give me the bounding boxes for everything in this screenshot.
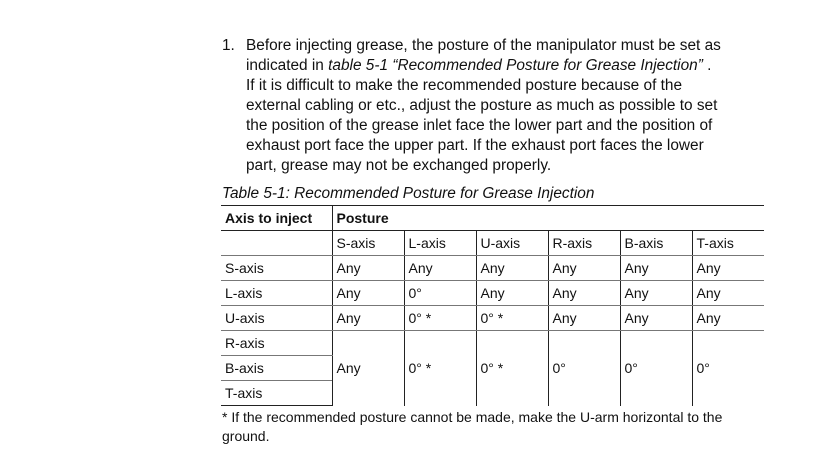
row-axis-label: S-axis	[221, 256, 332, 281]
table-row	[221, 256, 764, 281]
column-header: L-axis	[404, 231, 476, 256]
table-row	[221, 281, 764, 306]
table-row	[221, 331, 764, 356]
step-line-2	[246, 56, 782, 76]
column-header: T-axis	[692, 231, 764, 256]
table-cell: Any	[548, 306, 620, 331]
table-cell-merged: Any	[332, 331, 404, 406]
table-cell: Any	[332, 281, 404, 306]
table-cell: Any	[332, 256, 404, 281]
row-axis-label: L-axis	[221, 281, 332, 306]
table-cell: Any	[548, 256, 620, 281]
table-cell-merged: 0°	[548, 331, 620, 406]
table-cell-merged: 0° *	[476, 331, 548, 406]
table-cell-merged: 0°	[620, 331, 692, 406]
row-axis-label: U-axis	[221, 306, 332, 331]
column-header: S-axis	[332, 231, 404, 256]
table-caption: Table 5-1: Recommended Posture for Grease Injection	[222, 185, 595, 202]
step-line-5: the position of the grease inlet face the lower part and the position of	[246, 117, 713, 134]
table-cell: Any	[620, 256, 692, 281]
row-axis-label: B-axis	[221, 356, 332, 381]
row-axis-label: R-axis	[221, 331, 332, 356]
step-line-4: external cabling or etc., adjust the posture as much as possible to set	[246, 97, 718, 114]
column-header: R-axis	[548, 231, 620, 256]
subheader-blank	[221, 231, 332, 256]
posture-table	[221, 205, 764, 406]
table-cell: Any	[692, 306, 764, 331]
column-header: U-axis	[476, 231, 548, 256]
table-header-row	[221, 206, 764, 231]
table-cell: Any	[692, 281, 764, 306]
table-reference-title: “Recommended Posture for Grease Injection”	[388, 57, 703, 74]
table-reference-link[interactable]: table 5-1	[328, 57, 389, 74]
table-cell: 0°	[404, 281, 476, 306]
table-cell: Any	[548, 281, 620, 306]
step-text	[246, 36, 782, 176]
header-posture: Posture	[332, 206, 764, 231]
table-cell: Any	[476, 256, 548, 281]
table-cell: 0° *	[476, 306, 548, 331]
table-cell: Any	[620, 306, 692, 331]
table-footnote: * If the recommended posture cannot be made, make the U-arm horizontal to the ground.	[222, 409, 723, 444]
table-cell: Any	[692, 256, 764, 281]
instruction-step-1	[222, 36, 782, 176]
table-cell-merged: 0° *	[404, 331, 476, 406]
table-subheader-row	[221, 231, 764, 256]
step-line-7: part, grease may not be exchanged properly.	[246, 157, 552, 174]
table-cell: Any	[404, 256, 476, 281]
step-number: 1.	[222, 37, 235, 54]
header-axis-to-inject: Axis to inject	[221, 206, 332, 231]
table-cell: 0° *	[404, 306, 476, 331]
column-header: B-axis	[620, 231, 692, 256]
step-line-2-prefix: indicated in	[246, 57, 329, 74]
table-cell: Any	[620, 281, 692, 306]
table-row	[221, 306, 764, 331]
table-cell: Any	[332, 306, 404, 331]
table-cell: Any	[476, 281, 548, 306]
row-axis-label: T-axis	[221, 381, 332, 406]
step-line-1: Before injecting grease, the posture of the manipulator must be set as	[246, 37, 721, 54]
step-line-2-suffix: .	[702, 57, 712, 74]
table-cell-merged: 0°	[692, 331, 764, 406]
step-line-6: exhaust port face the upper part. If the exhaust port faces the lower	[246, 137, 704, 154]
step-line-3: If it is difficult to make the recommended posture because of the	[246, 77, 683, 94]
